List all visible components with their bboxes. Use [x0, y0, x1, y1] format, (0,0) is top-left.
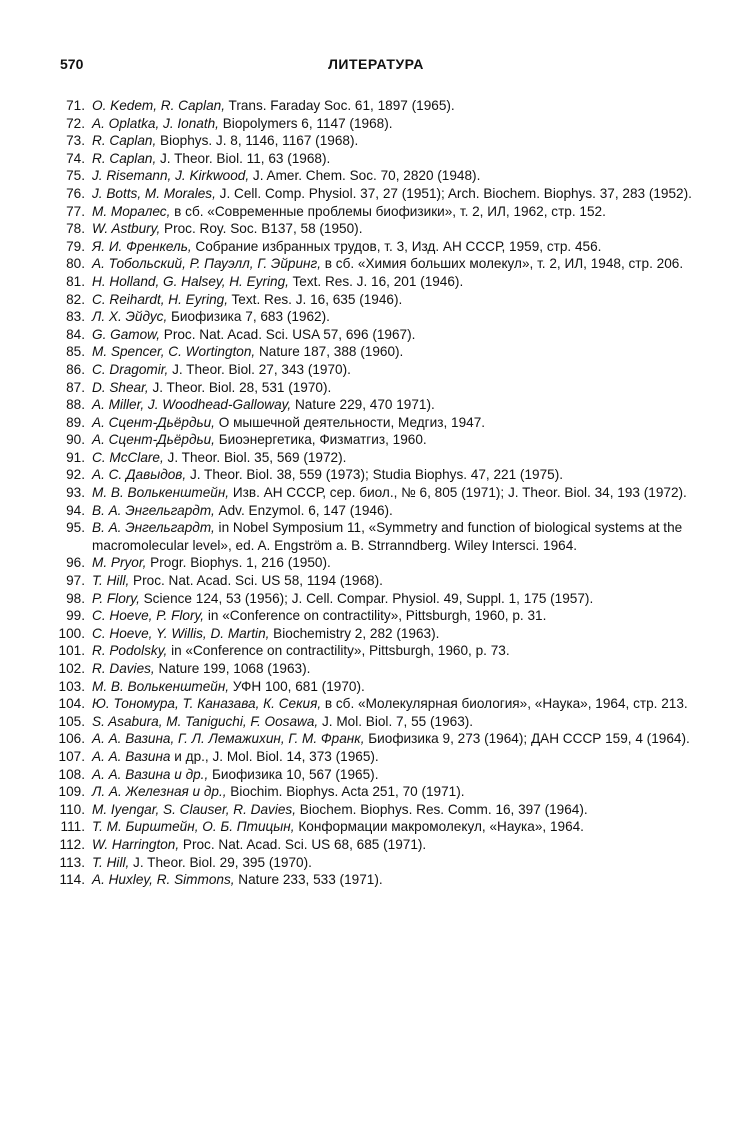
reference-text	[92, 872, 383, 887]
reference-authors: C. Dragomir,	[92, 361, 169, 377]
reference-source: Биофизика 7, 683 (1962).	[167, 309, 330, 325]
reference-authors: В. А. Энгельгардт,	[92, 520, 215, 536]
reference-source: Adv. Enzymol. 6, 147 (1946).	[214, 502, 393, 518]
reference-item	[58, 748, 692, 766]
reference-authors: М. В. Волькенштейн,	[92, 678, 230, 694]
reference-text	[92, 784, 465, 799]
reference-number: 77.	[66, 203, 85, 219]
reference-source: УФН 100, 681 (1970).	[229, 678, 365, 694]
reference-text	[92, 397, 435, 412]
reference-number: 109.	[58, 784, 85, 800]
reference-source: Biochemistry 2, 282 (1963).	[269, 625, 440, 641]
reference-authors: А. Сцент-Дьёрдьи,	[92, 414, 215, 430]
reference-authors: М. В. Волькенштейн,	[92, 485, 230, 501]
reference-text	[92, 168, 480, 183]
reference-authors: T. Hill,	[92, 573, 130, 589]
reference-source: Nature 229, 470 1971).	[291, 397, 435, 413]
reference-text	[92, 837, 426, 852]
reference-text	[92, 485, 687, 500]
reference-item	[58, 730, 692, 748]
reference-text	[92, 661, 310, 676]
reference-text	[92, 239, 601, 254]
reference-authors: R. Podolsky,	[92, 643, 168, 659]
reference-source: и др., J. Mol. Biol. 14, 373 (1965).	[170, 748, 379, 764]
reference-source: Биофизика 9, 273 (1964); ДАН СССР 159, 4 (1964).	[364, 731, 690, 747]
reference-authors: J. Botts, M. Morales,	[92, 185, 216, 201]
reference-item	[58, 132, 692, 150]
reference-authors: T. Hill,	[92, 854, 130, 870]
reference-text	[92, 503, 393, 518]
reference-text	[92, 855, 312, 870]
reference-source: О мышечной деятельности, Медгиз, 1947.	[214, 414, 486, 430]
reference-item	[58, 220, 692, 238]
reference-item	[58, 590, 692, 608]
reference-authors: Я. И. Френкель,	[92, 238, 192, 254]
reference-item	[58, 660, 692, 678]
reference-text	[92, 643, 510, 658]
reference-authors: Л. Х. Эйдус,	[92, 309, 168, 325]
reference-item	[58, 326, 692, 344]
reference-number: 110.	[59, 801, 85, 817]
reference-authors: В. А. Энгельгардт,	[92, 502, 215, 518]
reference-text	[92, 204, 606, 219]
reference-authors: H. Holland, G. Halsey, H. Eyring,	[92, 273, 289, 289]
reference-source: J. Cell. Comp. Physiol. 37, 27 (1951); Arch. Biochem. Biophys. 37, 283 (1952).	[215, 185, 692, 201]
reference-number: 97.	[66, 573, 85, 589]
reference-text	[92, 767, 378, 782]
reference-number: 108.	[58, 766, 85, 782]
reference-item	[58, 572, 692, 590]
reference-number: 74.	[66, 150, 85, 166]
reference-source: Изв. АН СССР, сер. биол., № 6, 805 (1971); J. Theor. Biol. 34, 193 (1972).	[229, 485, 687, 501]
reference-item	[58, 361, 692, 379]
reference-number: 95.	[66, 520, 85, 536]
reference-item	[58, 695, 692, 713]
reference-item	[58, 466, 692, 484]
reference-source: в сб. «Молекулярная биология», «Наука», 1964, стр. 213.	[321, 696, 688, 712]
reference-item	[58, 519, 692, 554]
reference-text	[92, 133, 358, 148]
reference-item	[58, 238, 692, 256]
reference-source: Собрание избранных трудов, т. 3, Изд. АН СССР, 1959, стр. 456.	[191, 238, 602, 254]
reference-number: 80.	[66, 256, 85, 272]
reference-number: 114.	[59, 872, 85, 888]
reference-authors: R. Caplan,	[92, 133, 157, 149]
reference-authors: D. Shear,	[92, 379, 149, 395]
reference-source: Биоэнергетика, Физматгиз, 1960.	[214, 432, 427, 448]
reference-source: J. Theor. Biol. 29, 395 (1970).	[129, 854, 312, 870]
reference-text	[92, 573, 383, 588]
page-header	[60, 56, 692, 78]
reference-source: Nature 187, 388 (1960).	[255, 344, 404, 360]
reference-item	[58, 854, 692, 872]
reference-item	[58, 801, 692, 819]
reference-authors: А. Тобольский, Р. Пауэлл, Г. Эйринг,	[92, 256, 321, 272]
reference-text	[92, 432, 427, 447]
reference-item	[58, 642, 692, 660]
reference-item	[58, 150, 692, 168]
reference-number: 78.	[66, 221, 85, 237]
reference-item	[58, 607, 692, 625]
reference-text	[92, 749, 379, 764]
reference-item	[58, 343, 692, 361]
reference-number: 92.	[66, 467, 85, 483]
reference-source: J. Amer. Chem. Soc. 70, 2820 (1948).	[249, 168, 481, 184]
reference-number: 91.	[66, 449, 85, 465]
reference-item	[58, 273, 692, 291]
reference-item	[58, 871, 692, 889]
reference-text	[92, 679, 365, 694]
reference-text	[92, 555, 331, 570]
reference-source: Proc. Nat. Acad. Sci. US 68, 685 (1971).	[179, 836, 427, 852]
reference-item	[58, 414, 692, 432]
reference-text	[92, 309, 330, 324]
reference-authors: Т. М. Бирштейн, О. Б. Птицын,	[92, 819, 295, 835]
reference-number: 100.	[58, 625, 85, 641]
reference-authors: А. Сцент-Дьёрдьи,	[92, 432, 215, 448]
reference-number: 87.	[66, 379, 85, 395]
reference-source: J. Theor. Biol. 35, 569 (1972).	[163, 449, 347, 465]
reference-authors: G. Gamow,	[92, 326, 160, 342]
reference-text	[92, 221, 362, 236]
reference-item	[58, 167, 692, 185]
reference-source: Trans. Faraday Soc. 61, 1897 (1965).	[224, 98, 455, 113]
reference-authors: Л. А. Железная и др.,	[92, 784, 227, 800]
reference-authors: A. Miller, J. Woodhead-Galloway,	[92, 397, 292, 413]
reference-number: 98.	[66, 590, 85, 606]
reference-source: Proc. Roy. Soc. B137, 58 (1950).	[160, 221, 363, 237]
reference-list	[58, 97, 692, 889]
reference-item	[58, 678, 692, 696]
reference-text	[92, 819, 584, 834]
page-number: 570	[60, 56, 84, 72]
reference-item	[58, 185, 692, 203]
reference-item	[58, 625, 692, 643]
reference-number: 107.	[58, 748, 85, 764]
reference-text	[92, 98, 455, 113]
reference-source: J. Theor. Biol. 11, 63 (1968).	[156, 150, 331, 166]
reference-source: Proc. Nat. Acad. Sci. USA 57, 696 (1967).	[160, 326, 416, 342]
reference-number: 75.	[66, 168, 85, 184]
reference-text	[92, 591, 593, 606]
reference-text	[92, 520, 682, 553]
reference-item	[58, 554, 692, 572]
reference-number: 73.	[66, 133, 85, 149]
reference-number: 71.	[66, 98, 85, 113]
reference-source: J. Theor. Biol. 28, 531 (1970).	[148, 379, 332, 395]
reference-authors: M. Pryor,	[92, 555, 147, 571]
reference-text	[92, 116, 393, 131]
reference-number: 105.	[58, 713, 85, 729]
reference-source: Nature 233, 533 (1971).	[234, 872, 383, 888]
reference-source: Biochem. Biophys. Res. Comm. 16, 397 (1964).	[296, 801, 588, 817]
reference-source: в сб. «Современные проблемы биофизики», т. 2, ИЛ, 1962, стр. 152.	[170, 203, 606, 219]
reference-text	[92, 274, 463, 289]
reference-number: 72.	[66, 115, 85, 131]
reference-authors: А. А. Вазина и др.,	[92, 766, 209, 782]
reference-item	[58, 396, 692, 414]
reference-source: J. Mol. Biol. 7, 55 (1963).	[318, 713, 474, 729]
reference-item	[58, 308, 692, 326]
reference-number: 82.	[66, 291, 85, 307]
reference-number: 94.	[66, 502, 85, 518]
reference-number: 96.	[66, 555, 85, 571]
reference-source: Biophys. J. 8, 1146, 1167 (1968).	[156, 133, 359, 149]
reference-authors: Ю. Тономура, Т. Каназава, К. Секия,	[92, 696, 322, 712]
reference-number: 93.	[66, 485, 85, 501]
reference-item	[58, 379, 692, 397]
reference-authors: P. Flory,	[92, 590, 140, 606]
reference-number: 81.	[66, 273, 85, 289]
reference-authors: A. Oplatka, J. Ionath,	[92, 115, 219, 131]
reference-source: Proc. Nat. Acad. Sci. US 58, 1194 (1968).	[129, 573, 383, 589]
reference-text	[92, 186, 692, 201]
reference-text	[92, 256, 683, 271]
reference-source: J. Theor. Biol. 27, 343 (1970).	[168, 361, 351, 377]
reference-item	[58, 449, 692, 467]
reference-item	[58, 255, 692, 273]
reference-source: в сб. «Химия больших молекул», т. 2, ИЛ, 1948, стр. 206.	[321, 256, 684, 272]
reference-number: 84.	[66, 326, 85, 342]
reference-source: J. Theor. Biol. 38, 559 (1973); Studia Biophys. 47, 221 (1975).	[186, 467, 564, 483]
reference-text	[92, 696, 688, 711]
reference-source: Text. Res. J. 16, 201 (1946).	[288, 273, 464, 289]
reference-number: 101.	[58, 643, 85, 659]
reference-number: 86.	[66, 361, 85, 377]
reference-number: 104.	[58, 696, 85, 712]
reference-authors: M. Spencer, C. Wortington,	[92, 344, 256, 360]
reference-text	[92, 362, 351, 377]
reference-source: Nature 199, 1068 (1963).	[154, 661, 311, 676]
reference-source: in Nobel Symposium 11, «Symmetry and function of biological systems at the macromolecular level», ed. A. Engström a. B. Strranndberg. Wiley Intersci. 1964.	[92, 520, 683, 553]
reference-authors: O. Kedem, R. Caplan,	[92, 98, 225, 113]
reference-text	[92, 802, 588, 817]
reference-authors: J. Risemann, J. Kirkwood,	[92, 168, 250, 184]
reference-authors: А. С. Давыдов,	[92, 467, 187, 483]
reference-number: 103.	[58, 678, 85, 694]
reference-item	[58, 431, 692, 449]
reference-number: 85.	[66, 344, 85, 360]
reference-authors: M. Iyengar, S. Clauser, R. Davies,	[92, 801, 296, 817]
reference-number: 102.	[58, 661, 85, 676]
reference-source: Конформации макромолекул, «Наука», 1964.	[294, 819, 584, 835]
reference-number: 90.	[66, 432, 85, 448]
reference-text	[92, 151, 330, 166]
reference-text	[92, 608, 546, 623]
reference-number: 99.	[66, 608, 85, 624]
reference-item	[58, 484, 692, 502]
reference-text	[92, 626, 439, 641]
reference-item	[58, 291, 692, 309]
reference-source: Progr. Biophys. 1, 216 (1950).	[146, 555, 331, 571]
reference-text	[92, 731, 690, 746]
reference-number: 113.	[59, 854, 85, 870]
reference-source: Science 124, 53 (1956); J. Cell. Compar. Physiol. 49, Suppl. 1, 175 (1957).	[139, 590, 594, 606]
reference-source: in «Conference on contractility», Pittsburgh, 1960, p. 73.	[167, 643, 510, 659]
reference-authors: W. Astbury,	[92, 221, 161, 237]
reference-authors: R. Davies,	[92, 661, 155, 676]
reference-authors: A. Huxley, R. Simmons,	[92, 872, 235, 888]
reference-authors: А. А. Вазина	[92, 748, 171, 764]
reference-authors: S. Asabura, M. Taniguchi, F. Oosawa,	[92, 713, 319, 729]
reference-number: 111.	[60, 819, 85, 835]
reference-number: 76.	[66, 185, 85, 201]
reference-number: 106.	[58, 731, 85, 747]
reference-text	[92, 714, 473, 729]
reference-item	[58, 203, 692, 221]
reference-source: in «Conference on contractility», Pittsburgh, 1960, p. 31.	[204, 608, 547, 624]
reference-authors: М. Моралес,	[92, 203, 171, 219]
reference-authors: А. А. Вазина, Г. Л. Лемажихин, Г. М. Франк,	[92, 731, 365, 747]
reference-authors: R. Caplan,	[92, 150, 157, 166]
reference-number: 89.	[66, 414, 85, 430]
reference-number: 88.	[66, 397, 85, 413]
reference-item	[58, 836, 692, 854]
reference-item	[58, 713, 692, 731]
reference-authors: C. Hoeve, Y. Willis, D. Martin,	[92, 625, 270, 641]
reference-number: 79.	[66, 238, 85, 254]
reference-text	[92, 380, 331, 395]
reference-text	[92, 327, 415, 342]
reference-source: Text. Res. J. 16, 635 (1946).	[227, 291, 403, 307]
reference-source: Биофизика 10, 567 (1965).	[208, 766, 379, 782]
reference-authors: C. McClare,	[92, 449, 164, 465]
reference-text	[92, 450, 346, 465]
reference-item	[58, 97, 692, 115]
reference-source: Biochim. Biophys. Acta 251, 70 (1971).	[226, 784, 465, 800]
reference-authors: C. Hoeve, P. Flory,	[92, 608, 205, 624]
reference-text	[92, 467, 563, 482]
reference-item	[58, 502, 692, 520]
reference-authors: W. Harrington,	[92, 836, 180, 852]
reference-number: 83.	[66, 309, 85, 325]
reference-number: 112.	[59, 836, 85, 852]
reference-item	[58, 115, 692, 133]
reference-item	[58, 783, 692, 801]
reference-item	[58, 818, 692, 836]
reference-authors: C. Reihardt, H. Eyring,	[92, 291, 228, 307]
reference-text	[92, 292, 402, 307]
reference-text	[92, 415, 485, 430]
reference-item	[58, 766, 692, 784]
running-title: ЛИТЕРАТУРА	[328, 56, 424, 72]
reference-source: Biopolymers 6, 1147 (1968).	[218, 115, 393, 131]
reference-text	[92, 344, 403, 359]
